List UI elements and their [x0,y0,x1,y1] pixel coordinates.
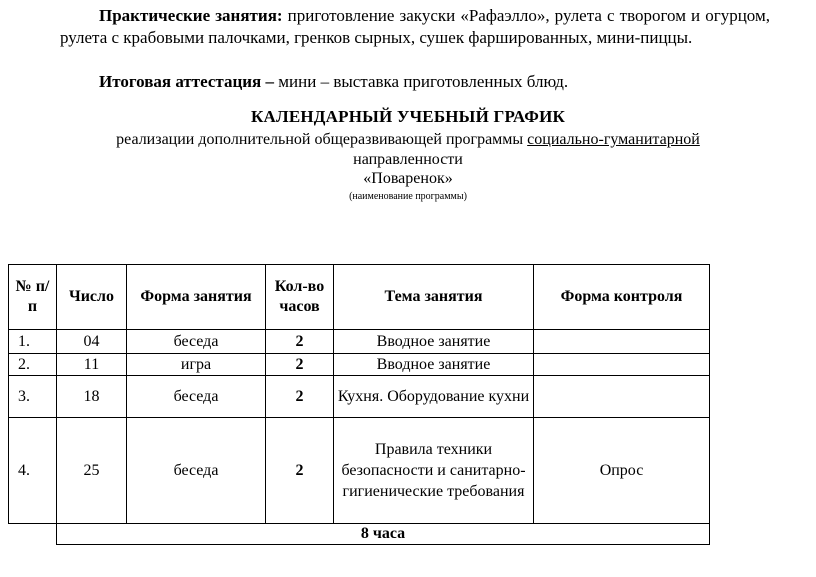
program-note: (наименование программы) [349,191,467,202]
row-date: 04 [57,330,127,354]
schedule-table [8,264,710,545]
row-topic: Кухня. Оборудование кухни [334,376,534,418]
practice-label: Практические занятия: [99,6,283,25]
row-num: 3. [9,376,57,418]
row-num: 2. [9,354,57,376]
attestation-paragraph [99,71,759,93]
row-control [534,376,710,418]
total-row [9,524,710,545]
table-row [9,376,710,418]
calendar-subtitle-after: направленности [353,151,463,168]
row-control [534,330,710,354]
header-date: Число [57,265,127,330]
total-hours: 8 часа [57,524,710,545]
row-control [534,354,710,376]
table-header-row [9,265,710,330]
header-control: Форма контроля [534,265,710,330]
row-hours: 2 [266,354,334,376]
row-date: 11 [57,354,127,376]
calendar-subtitle-underlined: социально-гуманитарной [527,131,700,148]
header-form: Форма занятия [127,265,266,330]
calendar-title: КАЛЕНДАРНЫЙ УЧЕБНЫЙ ГРАФИК [250,107,566,126]
row-control: Опрос [534,418,710,524]
row-form: игра [127,354,266,376]
program-name: «Поваренок» [363,170,453,187]
table-row [9,330,710,354]
row-form: беседа [127,418,266,524]
practice-paragraph [60,5,770,49]
header-num: № п/п [9,265,57,330]
header-hours: Кол-во часов [266,265,334,330]
row-hours: 2 [266,376,334,418]
row-topic: Вводное занятие [334,330,534,354]
row-topic: Правила техники безопасности и санитарно-гигиенические требования [334,418,534,524]
row-num: 4. [9,418,57,524]
attestation-label: Итоговая аттестация – [99,72,275,91]
header-topic: Тема занятия [334,265,534,330]
row-form: беседа [127,330,266,354]
row-date: 25 [57,418,127,524]
row-topic: Вводное занятие [334,354,534,376]
table-row [9,354,710,376]
calendar-subtitle-before: реализации дополнительной общеразвивающей программы [116,131,528,148]
row-hours: 2 [266,418,334,524]
row-hours: 2 [266,330,334,354]
table-row [9,418,710,524]
row-num: 1. [9,330,57,354]
row-date: 18 [57,376,127,418]
row-form: беседа [127,376,266,418]
practice-text: приготовление закуски «Рафаэлло», рулета с творогом и огурцом, рулета с крабовыми палочками, гренков сырных, сушек фаршированных, мини-пиццы. [60,6,770,47]
calendar-subtitle [0,130,816,170]
total-empty-cell [9,524,57,545]
attestation-text: мини – выставка приготовленных блюд. [274,72,569,91]
